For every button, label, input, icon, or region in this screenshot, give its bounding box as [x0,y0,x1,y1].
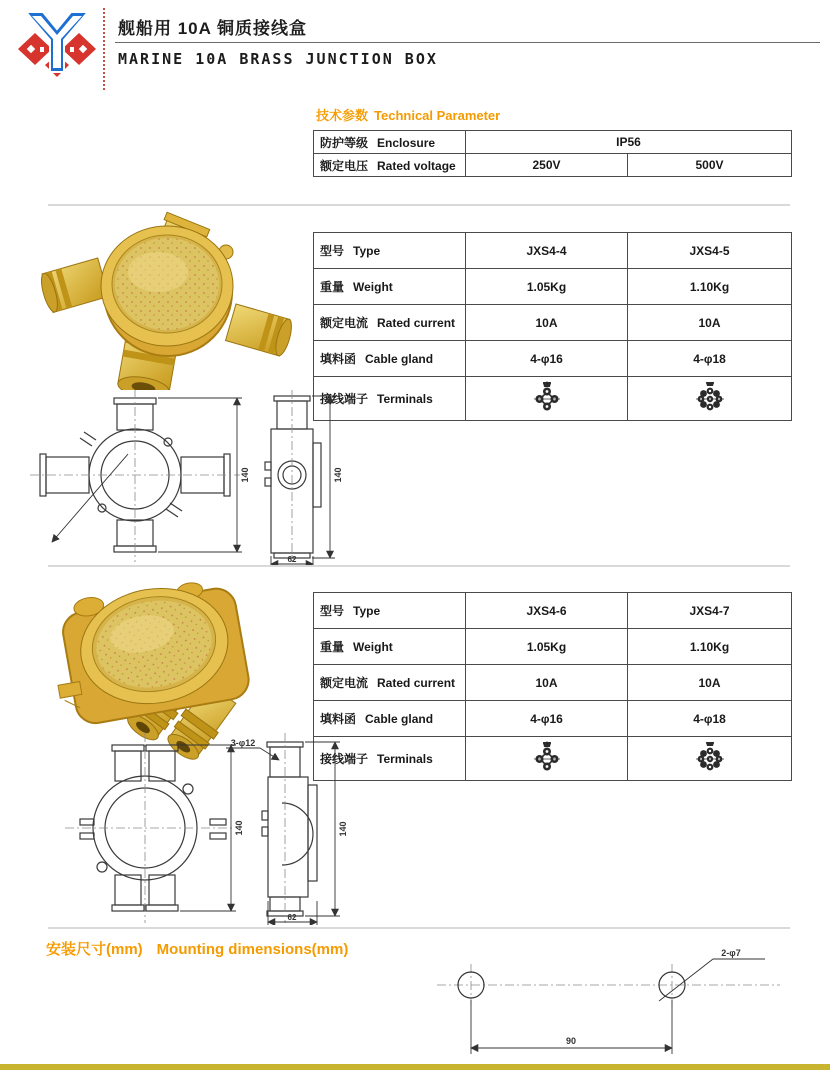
row-label-zh: 填料函 [320,712,357,726]
dim-label: 140 [234,820,244,836]
row-label-en: Type [353,604,381,618]
terminal-round-icon [696,741,724,773]
cell-value: 4-φ16 [466,701,628,737]
spec-table-jxs4-6-7 [313,592,792,781]
row-label-zh: 接线端子 [320,752,369,766]
section-divider [48,927,790,929]
page-footer-bar [0,1064,830,1070]
enclosure-label-zh: 防护等级 [320,135,369,150]
row-label-en: Cable gland [365,712,434,726]
dim-label: 62 [287,555,297,564]
hole-callout-label: 3-φ12 [230,738,256,748]
dim-label: 140 [333,467,343,483]
table-row [314,629,792,665]
row-label-en: Weight [353,280,393,294]
cell-value: JXS4-7 [628,593,792,629]
spec-table-jxs4-4-5 [313,232,792,421]
table-row [314,269,792,305]
tech-param-heading [316,105,500,124]
junction-box-photo-4way [40,210,300,390]
page-title-zh: 舰船用 10A 铜质接线盒 [118,19,308,38]
title-rule [115,42,820,43]
cell-value: JXS4-4 [466,233,628,269]
mounting-heading-en: Mounting dimensions(mm) [156,941,349,958]
table-row [314,341,792,377]
table-row [314,131,792,154]
cell-value: 4-φ16 [466,341,628,377]
cell-value: 10A [466,305,628,341]
dim-label: 62 [287,913,297,922]
technical-drawing-4way [30,390,345,565]
table-row [314,305,792,341]
page-title-en: MARINE 10A BRASS JUNCTION BOX [118,50,438,68]
row-label-zh: 填料函 [320,352,357,366]
row-label-zh: 重量 [320,640,345,654]
table-row [314,593,792,629]
mounting-heading-zh: 安装尺寸(mm) [46,941,143,958]
terminal-round-icon [696,381,724,413]
tech-param-heading-zh: 技术参数 [316,108,369,123]
row-label-en: Rated current [377,676,456,690]
section-divider [48,204,790,206]
section-divider [48,565,790,567]
voltage-label-en: Rated voltage [377,158,456,173]
cell-value: 4-φ18 [628,701,792,737]
row-label-en: Cable gland [365,352,434,366]
table-row [314,737,792,781]
tech-param-heading-en: Technical Parameter [374,108,501,123]
table-row [314,154,792,177]
row-label-zh: 额定电流 [320,316,369,330]
row-label-en: Type [353,244,381,258]
cell-value: 1.05Kg [466,629,628,665]
cell-value: 10A [628,665,792,701]
cell-value: JXS4-5 [628,233,792,269]
enclosure-label-en: Enclosure [377,135,436,150]
dim-label: 140 [338,821,348,837]
terminal-cross-icon [534,741,560,773]
brand-emblem-icon [16,8,98,88]
row-label-en: Terminals [377,392,433,406]
table-row [314,701,792,737]
cell-value: 1.10Kg [628,269,792,305]
table-row [314,377,792,421]
enclosure-value: IP56 [466,131,792,154]
row-label-zh: 型号 [320,244,345,258]
mounting-heading [46,938,348,959]
mounting-dimensions-diagram [425,948,825,1063]
technical-drawing-2way [30,733,350,925]
row-label-en: Weight [353,640,393,654]
table-row [314,665,792,701]
header-separator [103,8,105,90]
voltage-value-2: 500V [628,154,792,177]
row-label-zh: 型号 [320,604,345,618]
row-label-zh: 额定电流 [320,676,369,690]
cell-value: 10A [628,305,792,341]
voltage-label-zh: 额定电压 [320,158,369,173]
table-row [314,233,792,269]
row-label-en: Rated current [377,316,456,330]
row-label-en: Terminals [377,752,433,766]
mount-distance-label: 90 [565,1036,577,1046]
mount-hole-label: 2-φ7 [721,948,741,958]
dim-label: 140 [240,467,250,483]
tech-param-table [313,130,792,177]
row-label-zh: 接线端子 [320,392,369,406]
terminal-cross-icon [534,381,560,413]
cell-value: JXS4-6 [466,593,628,629]
cell-value: 1.10Kg [628,629,792,665]
cell-value: 10A [466,665,628,701]
cell-value: 4-φ18 [628,341,792,377]
row-label-zh: 重量 [320,280,345,294]
voltage-value-1: 250V [466,154,628,177]
cell-value: 1.05Kg [466,269,628,305]
